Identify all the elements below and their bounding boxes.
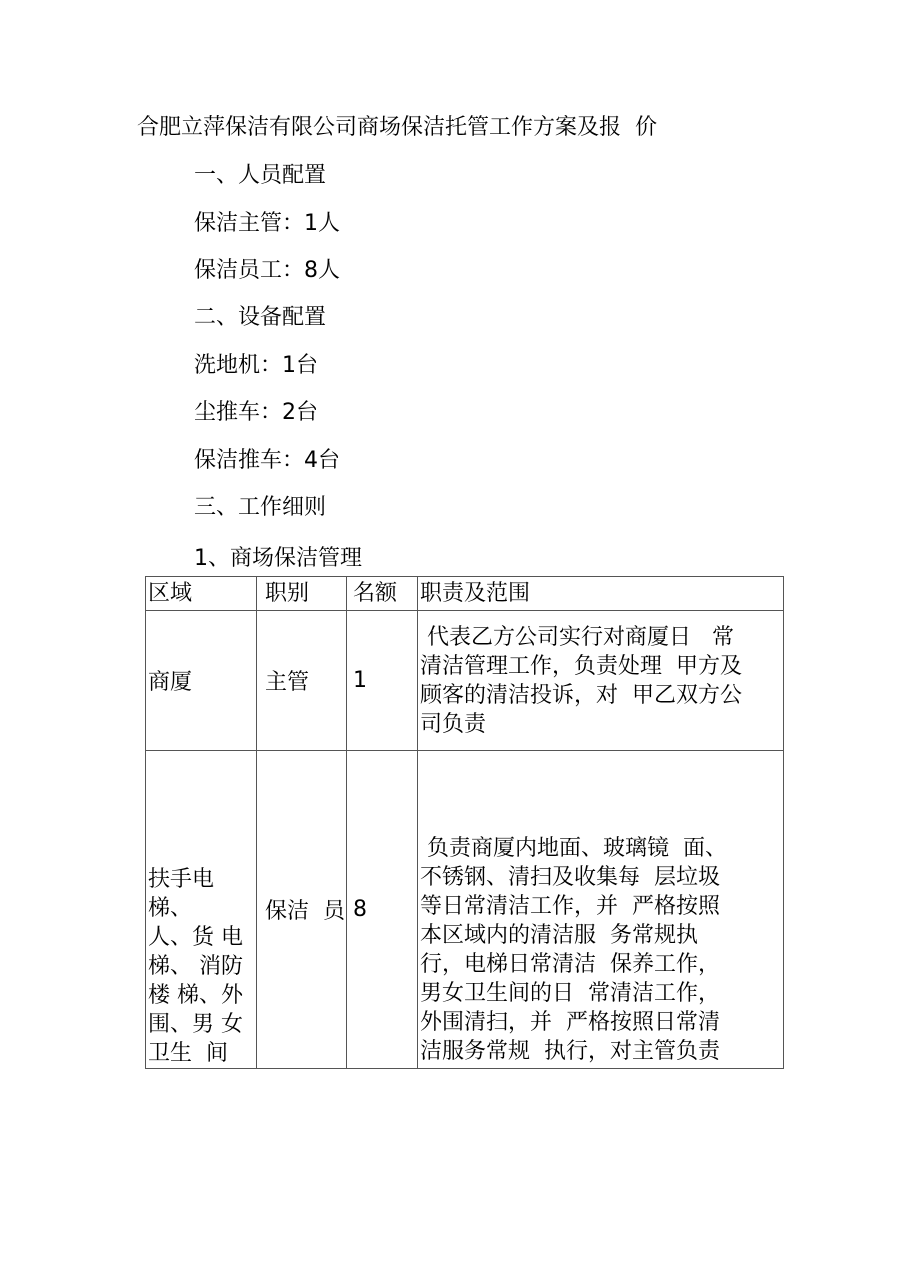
equipment-dust-cart-line: 尘推车：2台 xyxy=(194,400,318,425)
table-header-row xyxy=(146,577,784,611)
header-duty: 职责及范围 xyxy=(418,577,784,611)
cell-area: 商厦 xyxy=(146,611,257,751)
duty-table xyxy=(145,576,784,1069)
section-heading-staffing: 一、人员配置 xyxy=(194,163,327,188)
subsection-mall-cleaning: 1、商场保洁管理 xyxy=(194,546,362,571)
cell-duty: 负责商厦内地面、玻璃镜 面、 不锈钢、清扫及收集每 层垃圾 等日常清洁工作，并 严格按照 本区域内的清洁服 务常规执 行，电梯日常清洁 保养工作， 男女卫生间的日 常清洁工作， 外围清扫，并 严格按照日常清 洁服务常规 执行，对主管负责 xyxy=(418,751,784,1069)
cell-duty: 代表乙方公司实行对商厦日 常 清洁管理工作，负责处理 甲方及 顾客的清洁投诉，对 甲乙双方公 司负责 xyxy=(418,611,784,751)
equipment-cleaning-cart-line: 保洁推车：4台 xyxy=(194,448,340,473)
equipment-scrubber-line: 洗地机：1台 xyxy=(194,353,318,378)
cell-role: 保洁 员 xyxy=(257,751,347,1069)
table-row xyxy=(146,751,784,1069)
header-role: 职别 xyxy=(257,577,347,611)
cell-count: 1 xyxy=(347,611,418,751)
cell-role: 主管 xyxy=(257,611,347,751)
section-heading-work-rules: 三、工作细则 xyxy=(194,495,327,520)
header-area: 区域 xyxy=(146,577,257,611)
document-title: 合肥立萍保洁有限公司商场保洁托管工作方案及报 价 xyxy=(137,115,657,140)
staff-cleaner-line: 保洁员工：8人 xyxy=(194,258,340,283)
section-heading-equipment: 二、设备配置 xyxy=(194,305,327,330)
staff-supervisor-line: 保洁主管：1人 xyxy=(194,211,340,236)
cell-area: 扶手电 梯、 人、货 电 梯、 消防 楼 梯、外 围、男 女 卫生 间 xyxy=(146,751,257,1069)
cell-count: 8 xyxy=(347,751,418,1069)
header-count: 名额 xyxy=(347,577,418,611)
table-row xyxy=(146,611,784,751)
